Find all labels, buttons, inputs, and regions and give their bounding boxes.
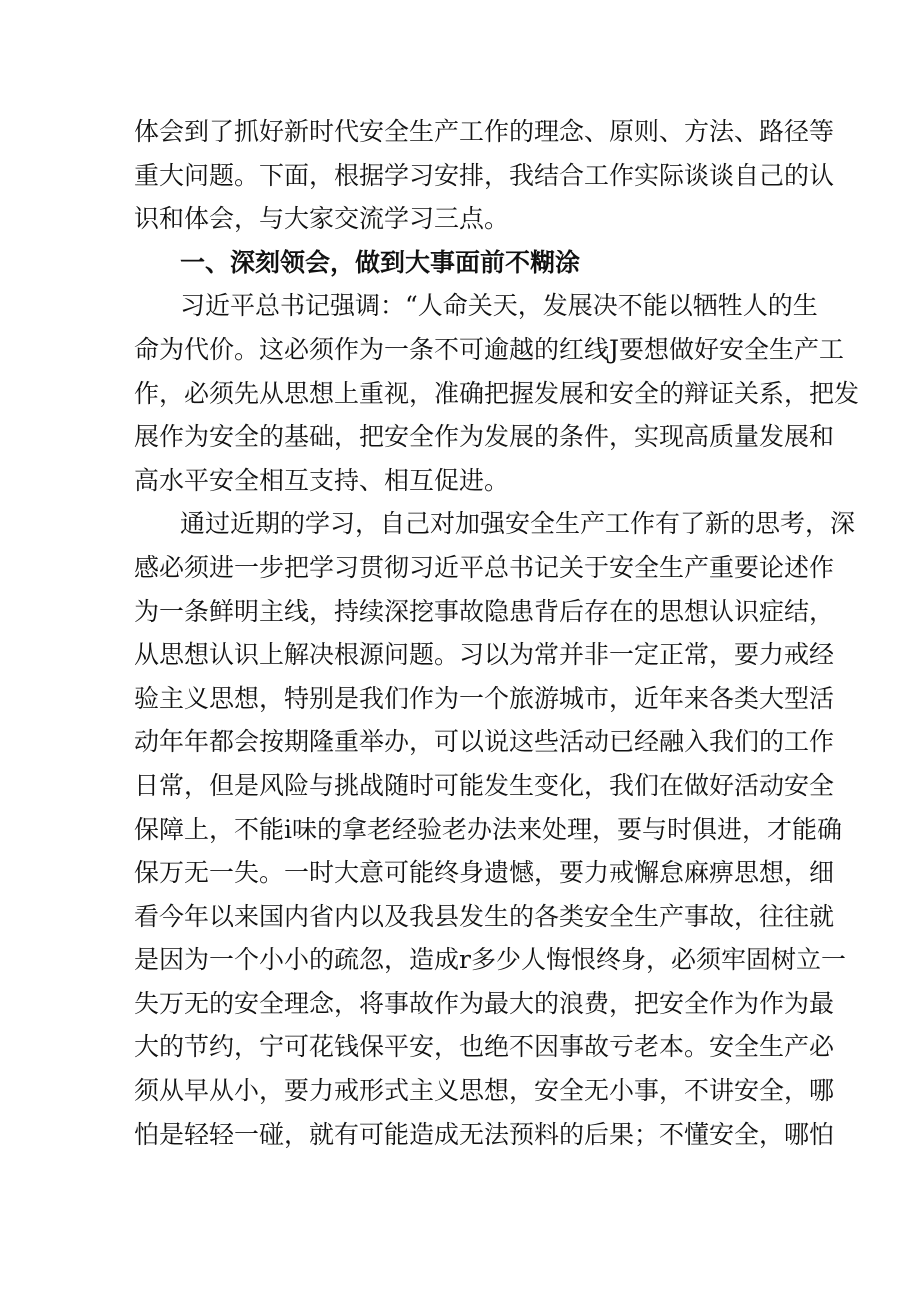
paragraph-line: 失万无的安全理念，将事故作为最大的浪费，把安全作为作为最 bbox=[134, 988, 835, 1018]
paragraph-line: 从思想认识上解决根源问题。习以为常并非一定正常，要力戒经 bbox=[134, 640, 835, 670]
section-heading: 一、深刻领会，做到大事面前不糊涂 bbox=[180, 247, 581, 277]
paragraph-line: 动年年都会按期隆重举办，可以说这些活动已经融入我们的工作 bbox=[134, 727, 835, 757]
paragraph-line: 保障上，不能i味的拿老经验老办法来处理，要与时俱进，才能确 bbox=[134, 814, 842, 844]
paragraph-line: 大的节约，宁可花钱保平安，也绝不因事故亏老本。安全生产必 bbox=[134, 1032, 835, 1062]
paragraph-line: 识和体会，与大家交流学习三点。 bbox=[134, 204, 510, 234]
paragraph-line: 作，必须先从思想上重视，准确把握发展和安全的辩证关系，把发 bbox=[134, 378, 860, 408]
paragraph-line: 怕是轻轻一碰，就有可能造成无法预料的后果；不懂安全，哪怕 bbox=[134, 1119, 835, 1149]
paragraph-line: 是因为一个小小的疏忽，造成r多少人悔恨终身，必须牢固树立一 bbox=[134, 945, 846, 975]
paragraph-line: 通过近期的学习，自己对加强安全生产工作有了新的思考，深 bbox=[180, 509, 856, 539]
paragraph-line: 展作为安全的基础，把安全作为发展的条件，实现高质量发展和 bbox=[134, 422, 835, 452]
paragraph-line: 习近平总书记强调：“人命关天，发展决不能以牺牲人的生 bbox=[180, 291, 818, 321]
paragraph-line: 命为代价。这必须作为一条不可逾越的红线J要想做好安全生产工 bbox=[134, 334, 845, 364]
paragraph-line: 须从早从小，要力戒形式主义思想，安全无小事，不讲安全，哪 bbox=[134, 1076, 835, 1106]
paragraph-line: 体会到了抓好新时代安全生产工作的理念、原则、方法、路径等 bbox=[134, 117, 835, 146]
paragraph-line: 重大问题。下面，根据学习安排，我结合工作实际谈谈自己的认 bbox=[134, 160, 835, 190]
paragraph-line: 日常，但是风险与挑战随时可能发生变化，我们在做好活动安全 bbox=[134, 770, 835, 800]
paragraph-line: 验主义思想，特别是我们作为一个旅游城市，近年来各类大型活 bbox=[134, 683, 835, 713]
paragraph-line: 保万无一失。一时大意可能终身遗憾，要力戒懈怠麻痹思想，细 bbox=[134, 858, 835, 888]
document-body bbox=[134, 110, 860, 1156]
paragraph-line: 为一条鲜明主线，持续深挖事故隐患背后存在的思想认识症结， bbox=[134, 596, 835, 626]
paragraph-line: 高水平安全相互支持、相互促进。 bbox=[134, 465, 510, 495]
paragraph-line: 感必须进一步把学习贯彻习近平总书记关于安全生产重要论述作 bbox=[134, 552, 835, 582]
paragraph-line: 看今年以来国内省内以及我县发生的各类安全生产事故，往往就 bbox=[134, 901, 835, 931]
